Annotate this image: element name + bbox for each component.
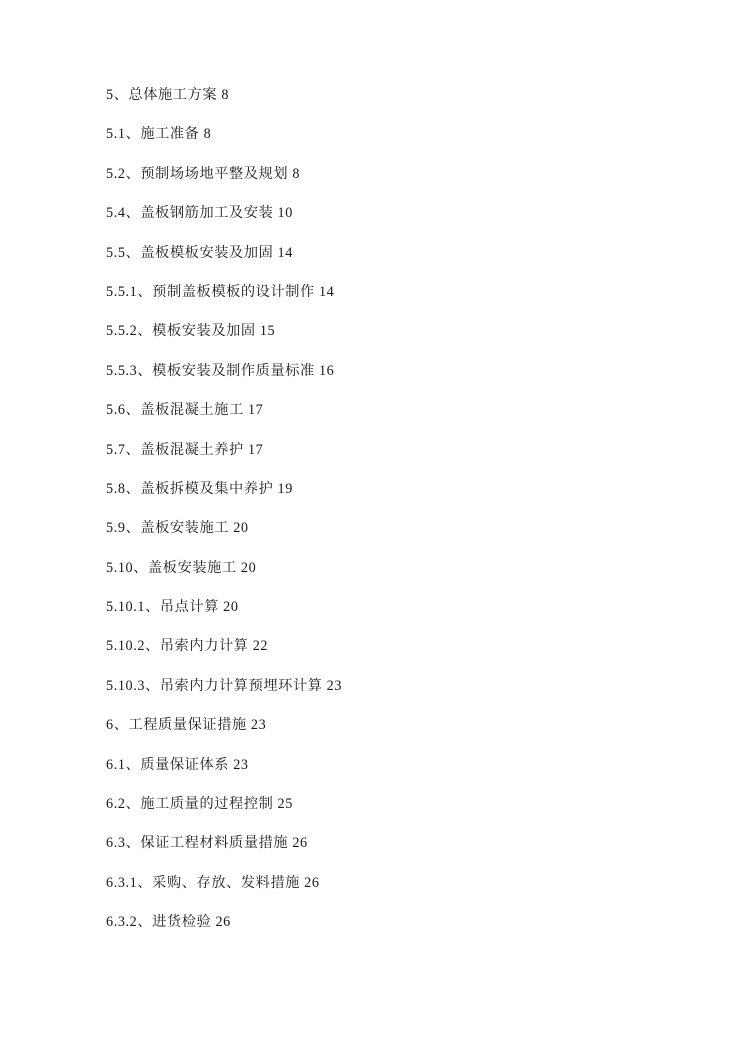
toc-entry: 6、工程质量保证措施 23 [106,717,267,734]
toc-entry: 5、总体施工方案 8 [106,87,230,103]
toc-entry: 6.2、施工质量的过程控制 25 [106,796,293,813]
toc-entry: 5.5、盖板模板安装及加固 14 [106,244,293,261]
toc-entry: 6.3、保证工程材料质量措施 26 [106,835,308,852]
toc-entry: 6.3.1、采购、存放、发料措施 26 [106,874,320,891]
toc-entry: 5.5.3、模板安装及制作质量标准 16 [106,362,335,379]
table-of-contents [106,88,644,929]
toc-entry: 5.1、施工准备 8 [106,126,212,143]
toc-entry: 5.10、盖板安装施工 20 [106,559,257,576]
toc-entry: 5.5.2、模板安装及加固 15 [106,323,276,340]
toc-entry: 5.8、盖板拆模及集中养护 19 [106,480,293,497]
toc-entry: 5.9、盖板安装施工 20 [106,520,249,537]
toc-entry: 5.4、盖板钢筋加工及安装 10 [106,205,293,222]
toc-entry: 5.6、盖板混凝土施工 17 [106,402,264,419]
toc-entry: 5.2、预制场场地平整及规划 8 [106,165,301,182]
toc-entry: 5.10.3、吊索内力计算预埋环计算 23 [106,677,343,694]
toc-entry: 5.7、盖板混凝土养护 17 [106,441,264,458]
toc-entry: 5.10.1、吊点计算 20 [106,599,239,616]
toc-entry: 5.5.1、预制盖板模板的设计制作 14 [106,283,335,300]
toc-entry: 6.3.2、进货检验 26 [106,914,231,931]
toc-entry: 5.10.2、吊索内力计算 22 [106,638,269,655]
toc-entry: 6.1、质量保证体系 23 [106,756,249,773]
